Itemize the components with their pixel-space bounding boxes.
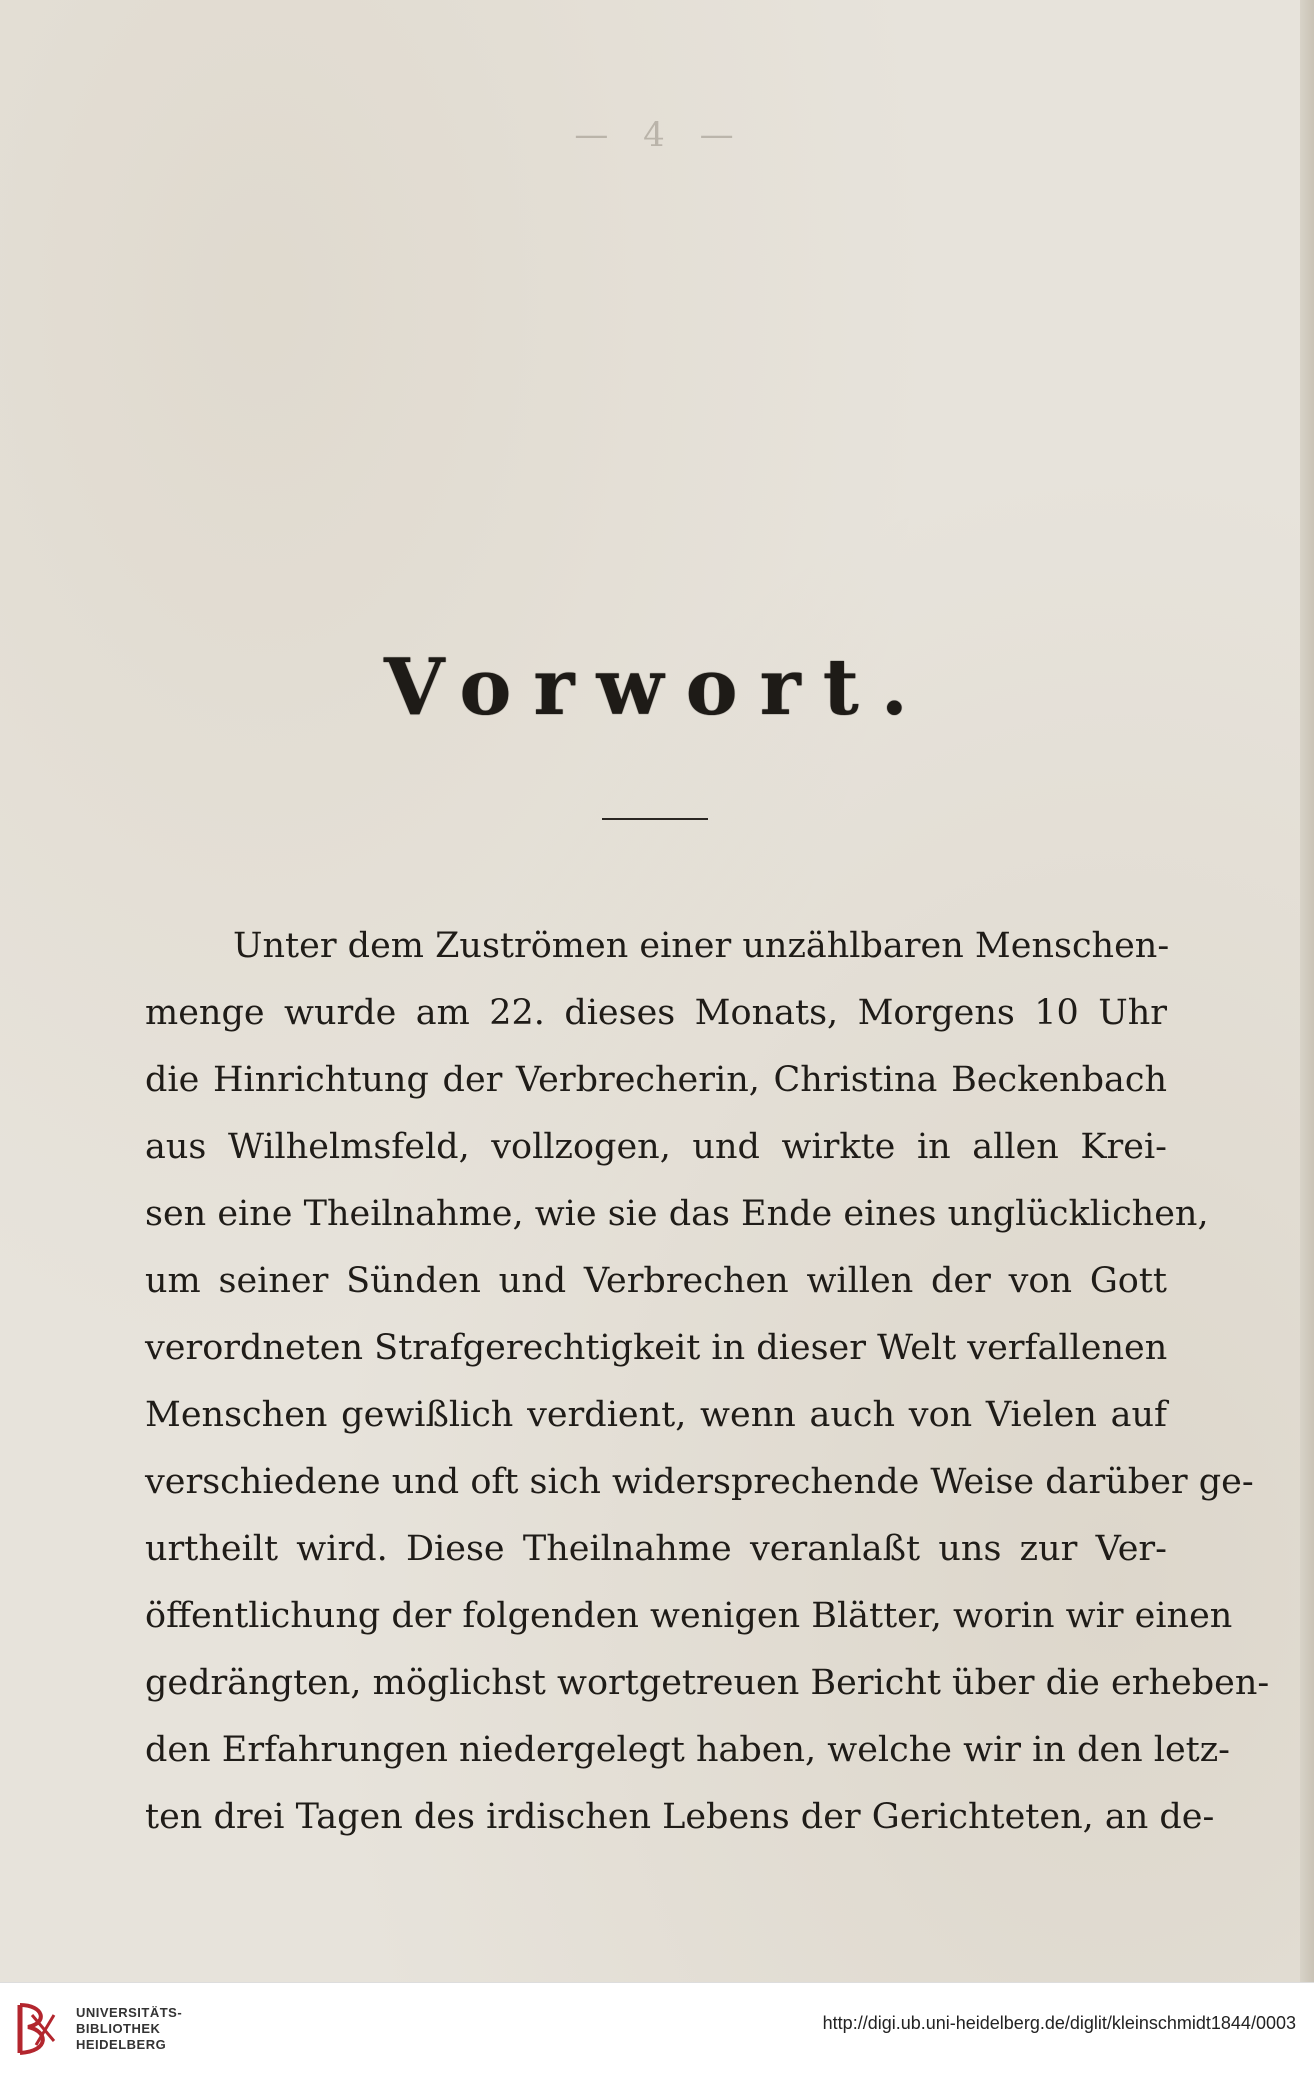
text-line: verordneten Strafgerechtigkeit in dieser Welt verfallenen	[145, 1328, 1168, 1368]
source-url[interactable]: http://digi.ub.uni-heidelberg.de/diglit/kleinschmidt1844/0003	[822, 2013, 1296, 2033]
text-line: die Hinrichtung der Verbrecherin, Christina Beckenbach	[145, 1060, 1167, 1100]
text-line: aus Wilhelmsfeld, vollzogen, und wirkte in allen Krei-	[145, 1127, 1167, 1167]
text-line: öffentlichung der folgenden wenigen Blätter, worin wir einen	[145, 1596, 1233, 1636]
text-line: um seiner Sünden und Verbrechen willen der von Gott	[145, 1261, 1167, 1301]
institution-line: UNIVERSITÄTS-	[76, 2005, 183, 2020]
text-line: urtheilt wird. Diese Theilnahme veranlaßt uns zur Ver-	[145, 1529, 1167, 1569]
text-line: den Erfahrungen niedergelegt haben, welche wir in den letz-	[145, 1730, 1230, 1770]
text-line: menge wurde am 22. dieses Monats, Morgens 10 Uhr	[145, 993, 1167, 1033]
text-line: sen eine Theilnahme, wie sie das Ende eines unglücklichen,	[145, 1194, 1209, 1234]
text-line: ten drei Tagen des irdischen Lebens der Gerichteten, an de-	[145, 1797, 1215, 1837]
institution-line: HEIDELBERG	[76, 2037, 167, 2052]
page-number: — 4 —	[574, 115, 746, 155]
heidelberg-library-logo-icon	[14, 2001, 64, 2057]
text-line: verschiedene und oft sich widersprechende Weise darüber ge-	[145, 1462, 1254, 1502]
footer-bar	[0, 1982, 1314, 2076]
institution-line: BIBLIOTHEK	[76, 2021, 161, 2036]
heading-rule	[602, 818, 708, 820]
body-text	[145, 913, 1270, 1851]
text-line: Unter dem Zuströmen einer unzählbaren Menschen-	[233, 926, 1170, 966]
text-line: Menschen gewißlich verdient, wenn auch von Vielen auf	[145, 1395, 1167, 1435]
text-line: gedrängten, möglichst wortgetreuen Bericht über die erheben-	[145, 1663, 1270, 1703]
institution-name	[76, 2005, 182, 2053]
page-heading: Vorwort.	[384, 642, 930, 733]
page-edge	[1300, 0, 1314, 1982]
